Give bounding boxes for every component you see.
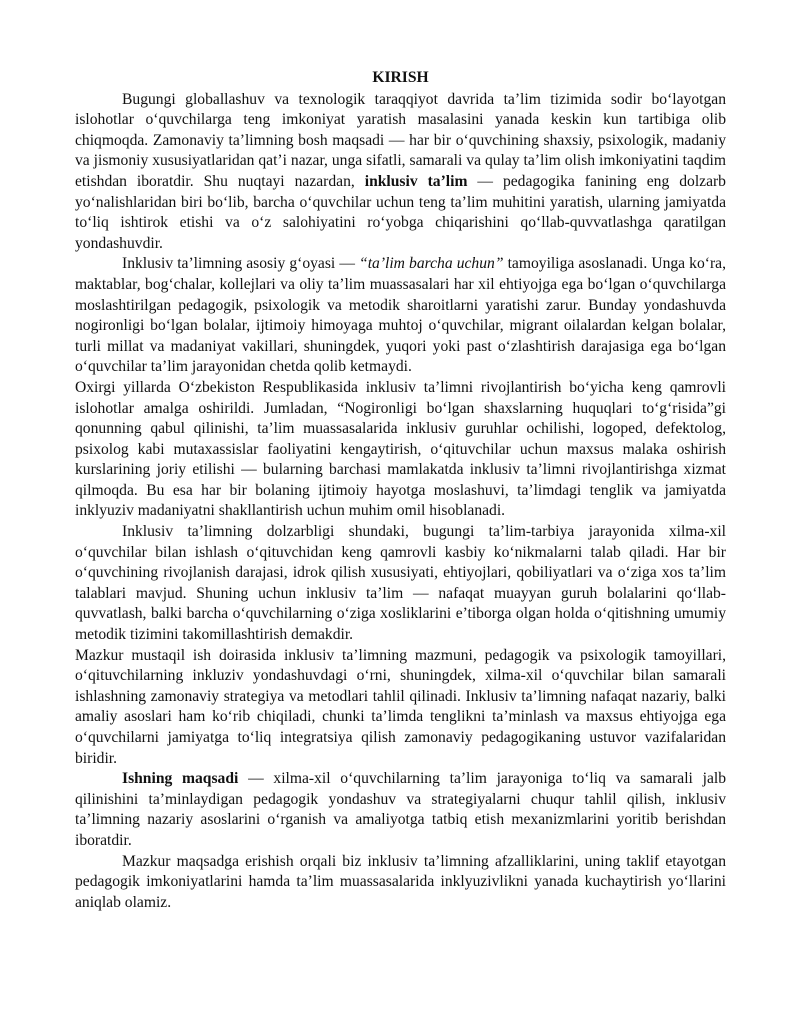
paragraph-1 [75, 90, 726, 255]
paragraph-4 [75, 522, 726, 646]
paragraph-7-text: Mazkur maqsadga erishish orqali biz inklusiv ta’limning afzalliklarini, uning taklif etayotgan pedagogik imkoniyatlarini hamda ta’lim muassasalarida inklyuzivlikni yanada kuchaytirish yo‘llarini aniqlab olamiz. [75, 852, 726, 911]
paragraph-6 [75, 769, 726, 851]
paragraph-3 [75, 378, 726, 522]
paragraph-3-text: Oxirgi yillarda O‘zbekiston Respublikasida inklusiv ta’limni rivojlantirish bo‘yicha keng qamrovli islohotlar amalga oshirildi. Jumladan, “Nogironligi bo‘lgan shaxslarning huquqlari to‘g‘risida”gi qonunning qabul qilinishi, ta’lim muassasalarida inklusiv guruhlar ochilishi, logoped, defektolog, psixolog kabi mutaxassislar faoliyatini kengaytirish, o‘qituvchilar uchun maxsus malaka oshirish kurslarining joriy etilishi — bularning barchasi mamlakatda inklusiv ta’limni rivojlantirishga xizmat qilmoqda. Bu esa har bir bolaning ijtimoiy hayotga moslashuvi, ta’limdagi tenglik va jamiyatda inklyuziv madaniyatni shakllantirish uchun muhim omil hisoblanadi. [75, 378, 726, 520]
document-body [75, 68, 726, 913]
paragraph-1-text-cont: — pedagogika fanining eng dolzarb yo‘nalishlaridan biri bo‘lib, barcha o‘quvchilar uchun teng ta’lim muhitini yaratish, ularning jamiyatda to‘liq ishtirok etishi va o‘z salohiyatini ro‘yobga chiqarishini qo‘llab-quvvatlashga qaratilgan yondashuvdir. [75, 172, 726, 252]
paragraph-1-text: Bugungi globallashuv va texnologik taraqqiyot davrida ta’lim tizimida sodir bo‘layotgan islohotlar o‘quvchilarga teng imkoniyat yaratish masalasini yanada keskin kun tartibiga olib chiqmoqda. Zamonaviy ta’limning bosh maqsadi — har bir o‘quvchining shaxsiy, psixologik, madaniy va jismoniy xususiyatlaridan qat’i nazar, unga sifatli, samarali va qulay ta’lim olish imkoniyatini taqdim etishdan iboratdir. Shu nuqtayi nazardan, [75, 90, 726, 190]
paragraph-7 [75, 852, 726, 914]
paragraph-5 [75, 646, 726, 770]
paragraph-6-bold-term: Ishning maqsadi [122, 770, 239, 788]
page-title: KIRISH [372, 69, 429, 86]
paragraph-1-bold-term: inklusiv ta’lim [364, 172, 468, 190]
paragraph-6-text: — xilma-xil o‘quvchilarning ta’lim jarayoniga to‘liq va samarali jalb qilinishini ta’minlaydigan pedagogik yondashuv va strategiyalarni chuqur tahlil qilish, inklusiv ta’limning nazariy asoslarini o‘rganish va amaliyotga tatbiq etish mexanizmlarini yoritib berishdan iboratdir. [75, 770, 726, 849]
paragraph-2-text-cont: tamoyiliga asoslanadi. Unga ko‘ra, maktablar, bog‘chalar, kollejlari va oliy ta’lim muassasalari har xil ehtiyojga ega bo‘lgan o‘quvchilarga moslashtirilgan pedagogik, psixologik va metodik sharoitlarni yaratishi zarur. Bunday yondashuvda nogironligi bo‘lgan bolalar, ijtimoiy himoyaga muhtoj o‘quvchilar, migrant oilalardan kelgan bolalar, turli millat va madaniyat vakillari, shuningdek, yuqori yoki past o‘zlashtirish darajasiga ega bo‘lgan o‘quvchilar ta’lim jarayonidan chetda qolib ketmaydi. [75, 255, 726, 376]
paragraph-2-italic-quote: “ta’lim barcha uchun” [359, 255, 504, 273]
paragraph-4-text: Inklusiv ta’limning dolzarbligi shundaki, bugungi ta’lim-tarbiya jarayonida xilma-xil o‘quvchilar bilan ishlash o‘qituvchidan keng qamrovli kasbiy ko‘nikmalarni talab qiladi. Har bir o‘quvchining rivojlanish darajasi, idrok qilish xususiyati, ehtiyojlari, qobiliyatlari va o‘ziga xos ta’lim talablari mavjud. Shuning uchun inklusiv ta’lim — nafaqat muayyan guruh bolalarini qo‘llab-quvvatlash, balki barcha o‘quvchilarning o‘ziga xosliklarini e’tiborga olgan holda o‘qitishning umumiy metodik tizimini takomillashtirish demakdir. [75, 523, 726, 644]
paragraph-5-text: Mazkur mustaqil ish doirasida inklusiv ta’limning mazmuni, pedagogik va psixologik tamoyillari, o‘qituvchilarning inkluziv yondashuvdagi o‘rni, shuningdek, xilma-xil o‘quvchilar bilan samarali ishlashning zamonaviy strategiya va metodlari tahlil qilinadi. Inklusiv ta’limning nafaqat nazariy, balki amaliy asoslari ham ko‘rib chiqiladi, chunki ta’limda tenglikni ta’minlash va maxsus ehtiyojga ega o‘quvchilarni jamiyatga to‘liq integratsiya qilish zamonaviy pedagogikaning ustuvor vazifalaridan biridir. [75, 646, 726, 767]
paragraph-2 [75, 254, 726, 378]
paragraph-2-text: Inklusiv ta’limning asosiy g‘oyasi — [122, 255, 360, 273]
